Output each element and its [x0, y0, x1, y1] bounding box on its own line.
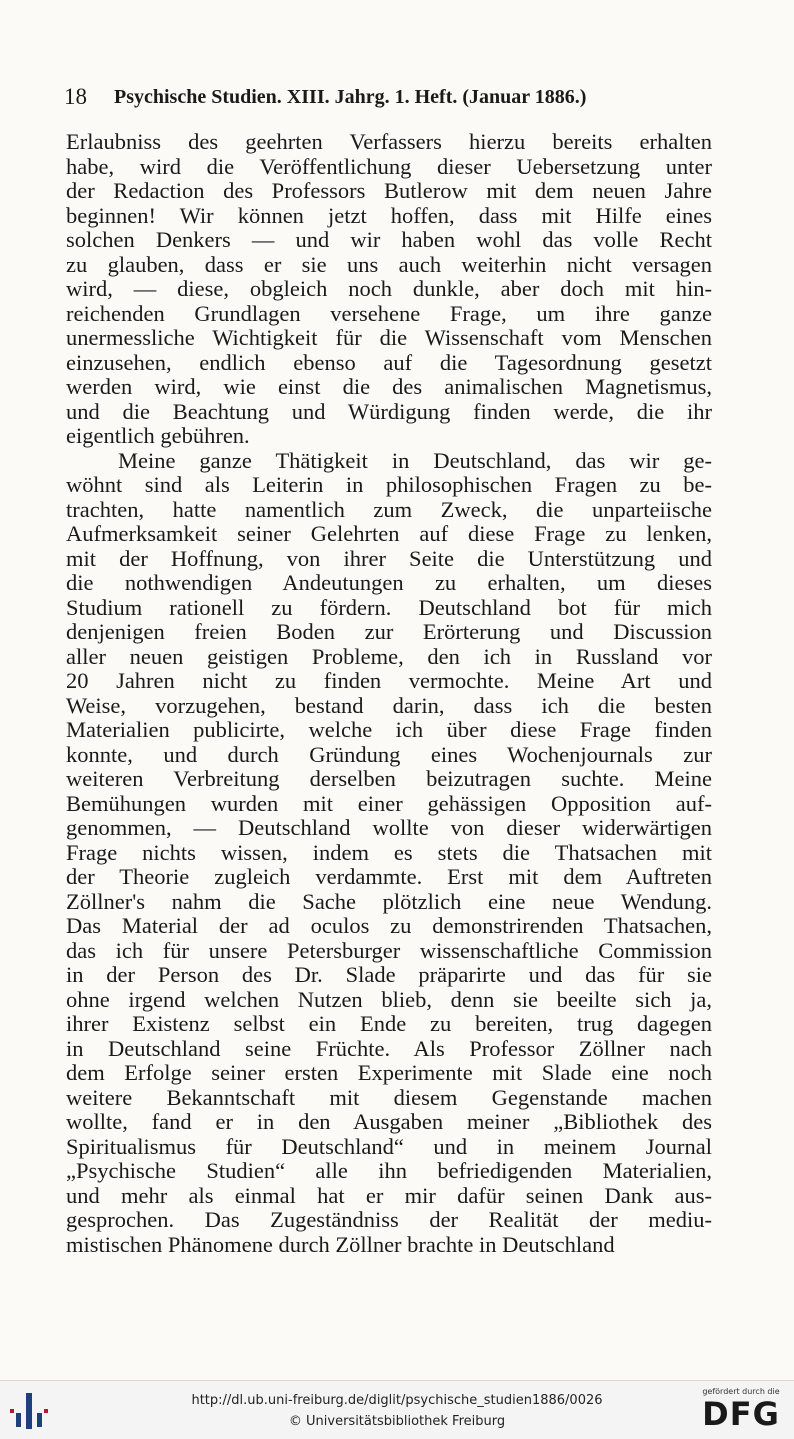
text-line: reichenden Grundlagen versehene Frage, um ihre ganze: [66, 301, 712, 326]
text-line: konnte, und durch Gründung eines Wochenjournals zur: [66, 742, 712, 767]
text-line: zu glauben, dass er sie uns auch weiterhin nicht versagen: [66, 252, 712, 277]
text-line: Materialien publicirte, welche ich über diese Frage finden: [66, 718, 712, 742]
text-line: einzusehen, endlich ebenso auf die Tagesordnung gesetzt: [66, 350, 712, 375]
text-line: gesprochen. Das Zugeständniss der Realität der mediu-: [66, 1208, 712, 1232]
text-line: Spiritualismus für Deutschland“ und in meinem Journal: [66, 1134, 712, 1159]
text-line: Das Material der ad oculos zu demonstrirenden Thatsachen,: [66, 914, 712, 938]
text-line: Meine ganze Thätigkeit in Deutschland, das wir ge-: [118, 448, 712, 473]
dfg-logo[interactable]: [698, 1387, 784, 1435]
text-line: werden wird, wie einst die des animalischen Magnetismus,: [66, 375, 712, 399]
text-line: solchen Denkers — und wir haben wohl das volle Recht: [66, 228, 712, 252]
text-line: „Psychische Studien“ alle ihn befriedigenden Materialien,: [66, 1159, 712, 1183]
text-line: die nothwendigen Andeutungen zu erhalten, um dieses: [66, 571, 712, 595]
text-line: weiteren Verbreitung derselben beizutragen suchte. Meine: [66, 767, 712, 791]
text-line: habe, wird die Veröffentlichung dieser Uebersetzung unter: [66, 154, 712, 179]
text-line: ohne irgend welchen Nutzen blieb, denn sie beeilte sich ja,: [66, 987, 712, 1012]
text-line: mit der Hoffnung, von ihrer Seite die Unterstützung und: [66, 546, 712, 571]
text-line: mistischen Phänomene durch Zöllner brachte in Deutschland: [66, 1232, 615, 1257]
text-line: Studium rationell zu fördern. Deutschland bot für mich: [66, 595, 712, 620]
text-line: und mehr als einmal hat er mir dafür seinen Dank aus-: [66, 1183, 712, 1208]
text-line: 20 Jahren nicht zu finden vermochte. Meine Art und: [66, 669, 712, 693]
copyright-notice: © Universitätsbibliothek Freiburg: [288, 1414, 506, 1429]
running-title: Psychische Studien. XIII. Jahrg. 1. Heft. (Januar 1886.): [114, 86, 587, 108]
text-line: wöhnt sind als Leiterin in philosophischen Fragen zu be-: [66, 473, 712, 497]
text-line: denjenigen freien Boden zur Erörterung und Discussion: [66, 620, 712, 644]
text-line: trachten, hatte namentlich zum Zweck, die unparteiische: [66, 497, 712, 522]
text-line: aller neuen geistigen Probleme, den ich in Russland vor: [66, 644, 712, 669]
text-line: Aufmerksamkeit seiner Gelehrten auf diese Frage zu lenken,: [66, 522, 712, 546]
text-line: und die Beachtung und Würdigung finden werde, die ihr: [66, 399, 712, 424]
running-header: [64, 84, 714, 114]
text-line: Weise, vorzugehen, bestand darin, dass ich die besten: [66, 693, 712, 718]
text-line: Bemühungen wurden mit einer gehässigen Opposition auf-: [66, 791, 712, 816]
text-line: Frage nichts wissen, indem es stets die Thatsachen mit: [66, 840, 712, 865]
viewer-footer: [0, 1380, 794, 1439]
text-line: das ich für unsere Petersburger wissenschaftliche Commission: [66, 938, 712, 963]
page-number: 18: [64, 84, 87, 109]
text-line: genommen, — Deutschland wollte von dieser widerwärtigen: [66, 816, 712, 840]
text-line: eigentlich gebühren.: [66, 424, 250, 448]
text-line: in Deutschland seine Früchte. Als Professor Zöllner nach: [66, 1036, 712, 1061]
text-line: wird, — diese, obgleich noch dunkle, aber doch mit hin-: [66, 277, 712, 301]
source-url-link[interactable]: http://dl.ub.uni-freiburg.de/diglit/psychische_studien1886/0026: [191, 1393, 603, 1408]
dfg-caption: gefördert durch die: [702, 1387, 780, 1396]
text-line: Zöllner's nahm die Sache plötzlich eine neue Wendung.: [66, 889, 712, 914]
text-line: wollte, fand er in den Ausgaben meiner „Bibliothek des: [66, 1110, 712, 1134]
text-line: dem Erfolge seiner ersten Experimente mit Slade eine noch: [66, 1061, 712, 1085]
text-line: weitere Bekanntschaft mit diesem Gegenstande machen: [66, 1085, 712, 1110]
dfg-logo-text: DFG: [702, 1395, 780, 1433]
text-line: in der Person des Dr. Slade präparirte und das für sie: [66, 963, 712, 987]
text-line: der Theorie zugleich verdammte. Erst mit dem Auftreten: [66, 865, 712, 889]
text-line: Erlaubniss des geehrten Verfassers hierzu bereits erhalten: [66, 130, 712, 154]
text-line: beginnen! Wir können jetzt hoffen, dass mit Hilfe eines: [66, 203, 712, 228]
text-line: ihrer Existenz selbst ein Ende zu bereiten, trug dagegen: [66, 1012, 712, 1036]
text-line: unermessliche Wichtigkeit für die Wissenschaft vom Menschen: [66, 326, 712, 350]
text-line: der Redaction des Professors Butlerow mit dem neuen Jahre: [66, 179, 712, 203]
